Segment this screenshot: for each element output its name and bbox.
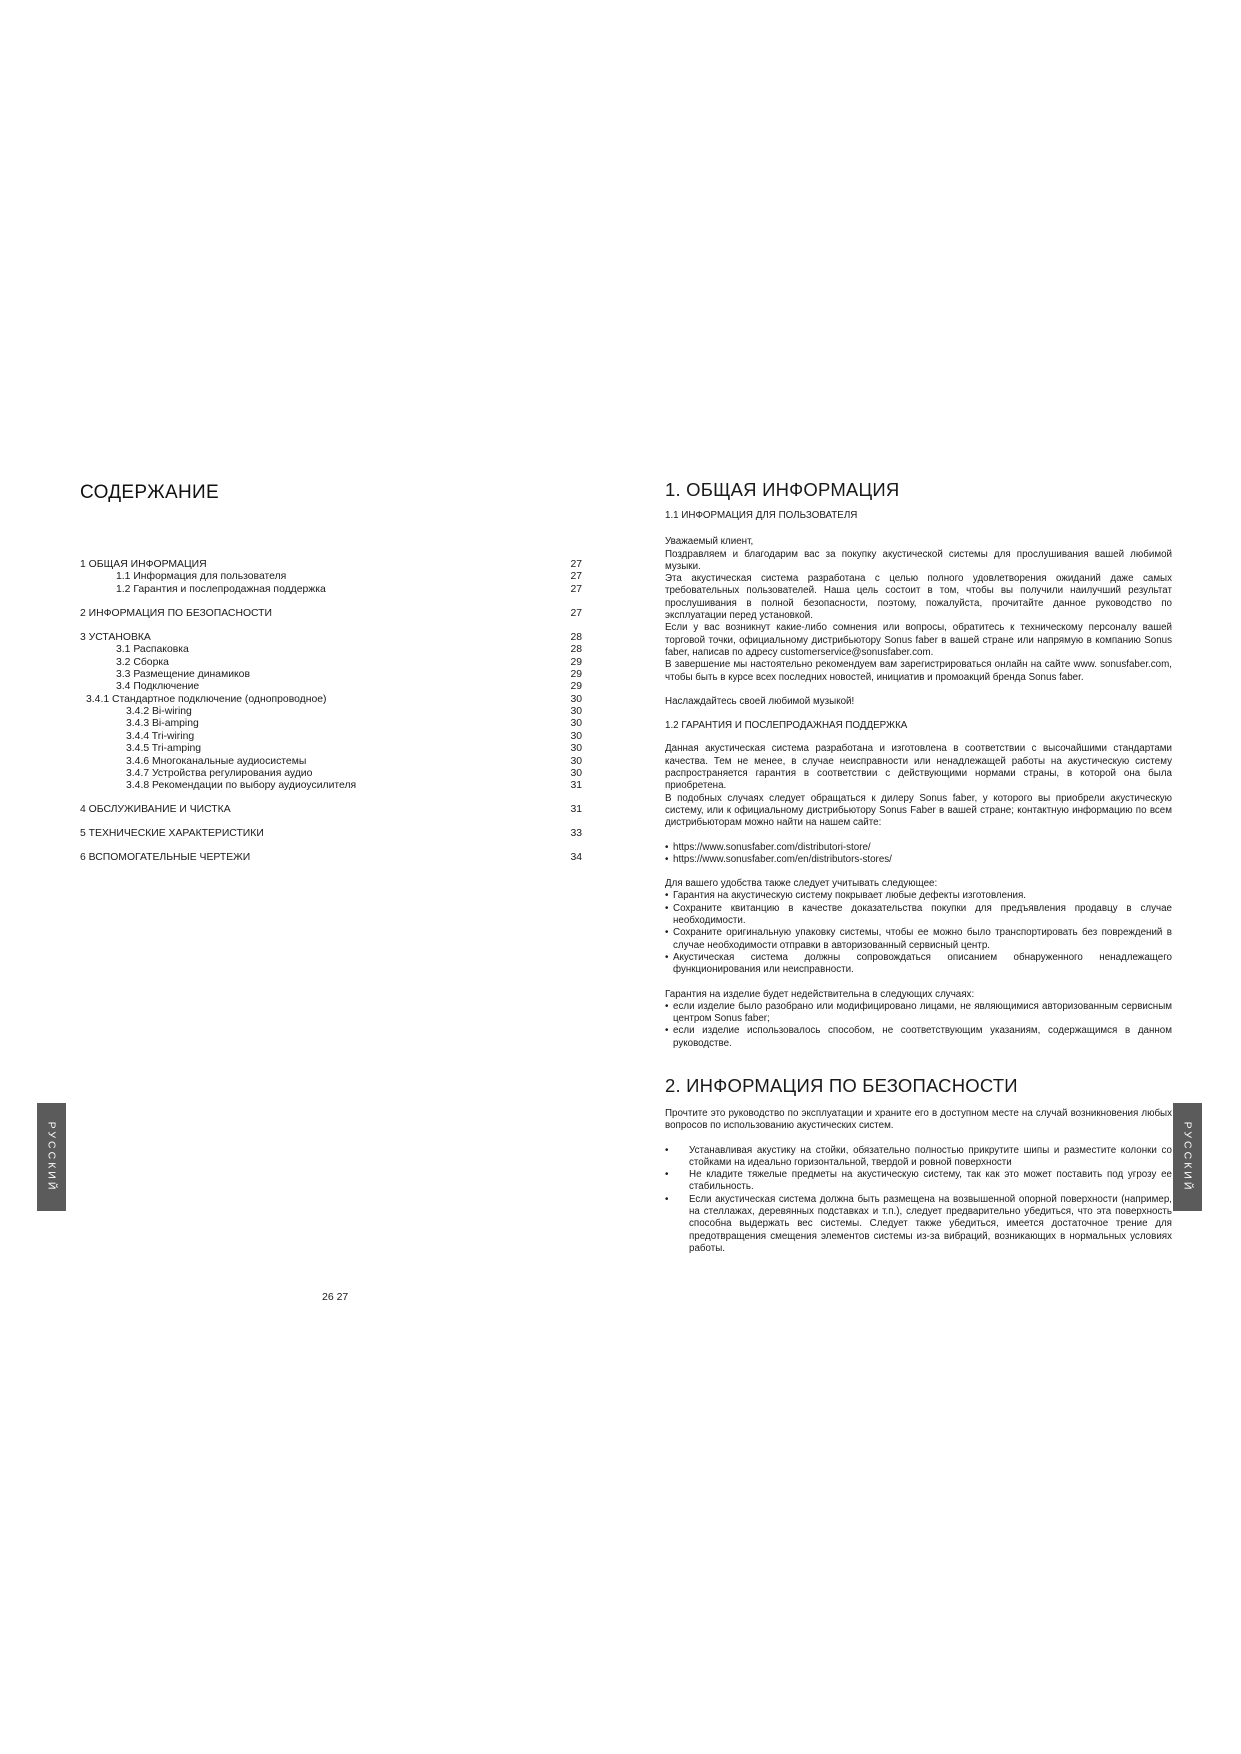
toc-entry-label: 6 ВСПОМОГАТЕЛЬНЫЕ ЧЕРТЕЖИ <box>80 852 251 864</box>
toc-entry-label: 5 ТЕХНИЧЕСКИЕ ХАРАКТЕРИСТИКИ <box>80 828 264 840</box>
toc-entry[interactable] <box>80 632 582 644</box>
section-2-title: 2. ИНФОРМАЦИЯ ПО БЕЗОПАСНОСТИ <box>665 1074 1018 1096</box>
toc-title: СОДЕРЖАНИЕ <box>80 482 219 503</box>
safety-list <box>665 1145 1172 1256</box>
toc-entry-label: 3.4 Подключение <box>116 681 200 693</box>
toc-entry[interactable] <box>80 828 582 840</box>
distributor-link[interactable]: • https://www.sonusfaber.com/distributori-store/ <box>665 842 1172 854</box>
toc-entry[interactable] <box>80 768 582 780</box>
toc-entry-label: 1 ОБЩАЯ ИНФОРМАЦИЯ <box>80 559 207 570</box>
toc-entry-label: 3.4.2 Bi-wiring <box>126 706 192 718</box>
toc-entry-page: 34 <box>570 852 582 864</box>
toc-entry[interactable] <box>80 780 582 792</box>
subsection-1-1-title: 1.1 ИНФОРМАЦИЯ ДЛЯ ПОЛЬЗОВАТЕЛЯ <box>665 510 858 521</box>
toc-entry-page: 29 <box>570 668 582 680</box>
toc-entry[interactable] <box>80 718 582 730</box>
toc-entry-page: 33 <box>570 828 582 840</box>
toc-entry[interactable] <box>80 743 582 755</box>
toc-entry[interactable] <box>80 852 582 864</box>
toc-entry-page: 30 <box>570 718 582 730</box>
toc-entry-label: 3.2 Сборка <box>116 656 169 668</box>
toc-entry-label: 3 УСТАНОВКА <box>80 631 151 643</box>
invalid-intro: Гарантия на изделие будет недействительна в следующих случаях: <box>665 988 975 1000</box>
toc-entry[interactable] <box>80 644 582 656</box>
user-info-text: Уважаемый клиент, Поздравляем и благодарим вас за покупку акустической системы для прослушивания вашей любимой музыки. Эта акустическая система разработана с целью полного удовлетворения ожиданий даже самых требовательных пользователей. Наша цель состоит в том, чтобы вы получили наилучший результат прослушивания в полной безопасности, поэтому, пожалуйста, прочитайте данное руководство по эксплуатации перед установкой. Если у вас возникнут какие-либо сомнения или вопросы, обратитесь к техническому персоналу вашей торговой точки, официальному дистрибьютору Sonus faber в вашей стране или напрямую в компанию Sonus faber, написав по адресу customerservice@sonusfaber.com. В завершение мы настоятельно рекомендуем вам зарегистрироваться онлайн на сайте www. sonusfaber.com, чтобы быть в курсе всех последних новостей, инициатив и промоакций бренда Sonus faber. <box>665 536 1172 683</box>
toc-entry-page: 30 <box>570 755 582 767</box>
safety-intro: Прочтите это руководство по эксплуатации и храните его в доступном месте на случай возникновения любых вопросов по использованию акустических систем. <box>665 1107 1172 1132</box>
language-tab-left <box>37 1103 66 1211</box>
toc-entry-label: 3.4.5 Tri-amping <box>126 743 202 755</box>
toc-entry-page: 27 <box>570 559 582 570</box>
toc-entry-label: 3.4.1 Стандартное подключение (однопроводное) <box>86 693 327 705</box>
toc-entry-label: 3.4.8 Рекомендации по выбору аудиоусилителя <box>126 780 357 792</box>
toc-entry-page: 27 <box>570 571 582 583</box>
toc-entry-label: 3.1 Распаковка <box>116 644 189 656</box>
toc-entry-page: 31 <box>570 804 582 816</box>
toc-entry-label: 1.1 Информация для пользователя <box>116 571 287 583</box>
page-numbers: 26 27 <box>322 1291 349 1303</box>
toc-entry[interactable] <box>80 756 582 768</box>
consider-list <box>665 890 1172 976</box>
invalid-item: • если изделие было разобрано или модифицировано лицами, не являющимися авторизованным сервисным центром Sonus faber; <box>665 1001 1172 1026</box>
toc-entry-page: 29 <box>570 681 582 693</box>
toc-entry-label: 3.4.3 Bi-amping <box>126 718 199 730</box>
consider-item: • Сохраните квитанцию в качестве доказательства покупки для предъявления продавцу в случае необходимости. <box>665 903 1172 928</box>
consider-intro: Для вашего удобства также следует учитывать следующее: <box>665 878 938 890</box>
toc-entry-page: 29 <box>570 656 582 668</box>
toc-entry-label: 3.4.6 Многоканальные аудиосистемы <box>126 755 307 767</box>
distributor-links <box>665 842 1172 867</box>
toc-entry[interactable] <box>80 559 582 571</box>
toc-entry-label: 1.2 Гарантия и послепродажная поддержка <box>116 583 326 595</box>
toc-entry[interactable] <box>80 571 582 583</box>
consider-item: • Гарантия на акустическую систему покрывает любые дефекты изготовления. <box>665 890 1172 902</box>
invalid-item: • если изделие использовалось способом, не соответствующим указаниям, содержащимся в данном руководстве. <box>665 1025 1172 1050</box>
toc-entry-label: 3.4.7 Устройства регулирования аудио <box>126 768 313 780</box>
toc-entry[interactable] <box>80 681 582 693</box>
subsection-1-2-title: 1.2 ГАРАНТИЯ И ПОСЛЕПРОДАЖНАЯ ПОДДЕРЖКА <box>665 720 908 732</box>
consider-item: • Сохраните оригинальную упаковку системы, чтобы ее можно было транспортировать без повреждений в случае необходимости отправки в авторизованный сервисный центр. <box>665 927 1172 952</box>
toc-entry[interactable] <box>80 804 582 816</box>
toc-entry[interactable] <box>80 608 582 620</box>
toc-entry-page: 30 <box>570 693 582 705</box>
toc-entry[interactable] <box>80 657 582 669</box>
toc-entry[interactable] <box>80 669 582 681</box>
toc-entry-label: 4 ОБСЛУЖИВАНИЕ И ЧИСТКА <box>80 804 231 816</box>
toc-entry-page: 27 <box>570 583 582 595</box>
toc-entry-page: 31 <box>570 780 582 792</box>
toc-entry[interactable] <box>80 584 582 596</box>
toc-entry-page: 30 <box>570 730 582 742</box>
toc-entry-page: 28 <box>570 644 582 656</box>
distributor-link[interactable]: • https://www.sonusfaber.com/en/distributors-stores/ <box>665 854 1172 866</box>
right-page <box>665 478 1172 1255</box>
consider-item: • Акустическая система должны сопровождаться описанием обнаруженного ненадлежащего функционирования или неисправности. <box>665 952 1172 977</box>
toc-entry-label: 3.4.4 Tri-wiring <box>126 730 195 742</box>
warranty-text: Данная акустическая система разработана и изготовлена в соответствии с высочайшими стандартами качества. Тем не менее, в случае неисправности или ненадлежащей работы на акустическую систему распространяется гарантия в соответствии с действующими нормами страны, в которой она была приобретена. В подобных случаях следует обращаться к дилеру Sonus faber, у которого вы приобрели акустическую систему, или к официальному дистрибьютору Sonus Faber в вашей стране; контактную информацию по всем дистрибьюторам можно найти на нашем сайте: <box>665 743 1172 829</box>
toc-entry-page: 30 <box>570 706 582 718</box>
toc-entry[interactable] <box>80 706 582 718</box>
toc-entry-label: 2 ИНФОРМАЦИЯ ПО БЕЗОПАСНОСТИ <box>80 607 272 619</box>
toc-entry-label: 3.3 Размещение динамиков <box>116 668 250 680</box>
language-tab-label: РУССКИЙ <box>45 1121 58 1193</box>
section-1-title: 1. ОБЩАЯ ИНФОРМАЦИЯ <box>665 479 900 500</box>
toc-entry-page: 27 <box>570 607 582 619</box>
toc-entry[interactable] <box>80 731 582 743</box>
toc-entry-page: 30 <box>570 743 582 755</box>
enjoy-text: Наслаждайтесь своей любимой музыкой! <box>665 695 855 707</box>
toc-entry-page: 30 <box>570 768 582 780</box>
invalid-list <box>665 1001 1172 1050</box>
safety-item: • Если акустическая система должна быть размещена на возвышенной опорной поверхности (например, на стеллажах, деревянных подставках и т.п.), следует предварительно убедиться, что эта поверхность способна выдержать вес системы. Следует также убедиться, имеется достаточное трение для предотвращения смещения элементов системы из-за вибраций, возникающих в нормальных условиях работы. <box>665 1194 1172 1255</box>
safety-item: • Устанавливая акустику на стойки, обязательно полностью прикрутите шипы и разместите колонки со стойками на идеально горизонтальной, твердой и ровной поверхности <box>665 1145 1172 1170</box>
language-tab-label: РУССКИЙ <box>1181 1121 1194 1193</box>
safety-item: • Не кладите тяжелые предметы на акустическую систему, так как это может поставить под угрозу ее стабильность. <box>665 1169 1172 1194</box>
toc-entry[interactable] <box>80 694 582 706</box>
toc-entry-page: 28 <box>570 631 582 643</box>
table-of-contents <box>80 559 582 865</box>
language-tab-right <box>1173 1103 1202 1211</box>
